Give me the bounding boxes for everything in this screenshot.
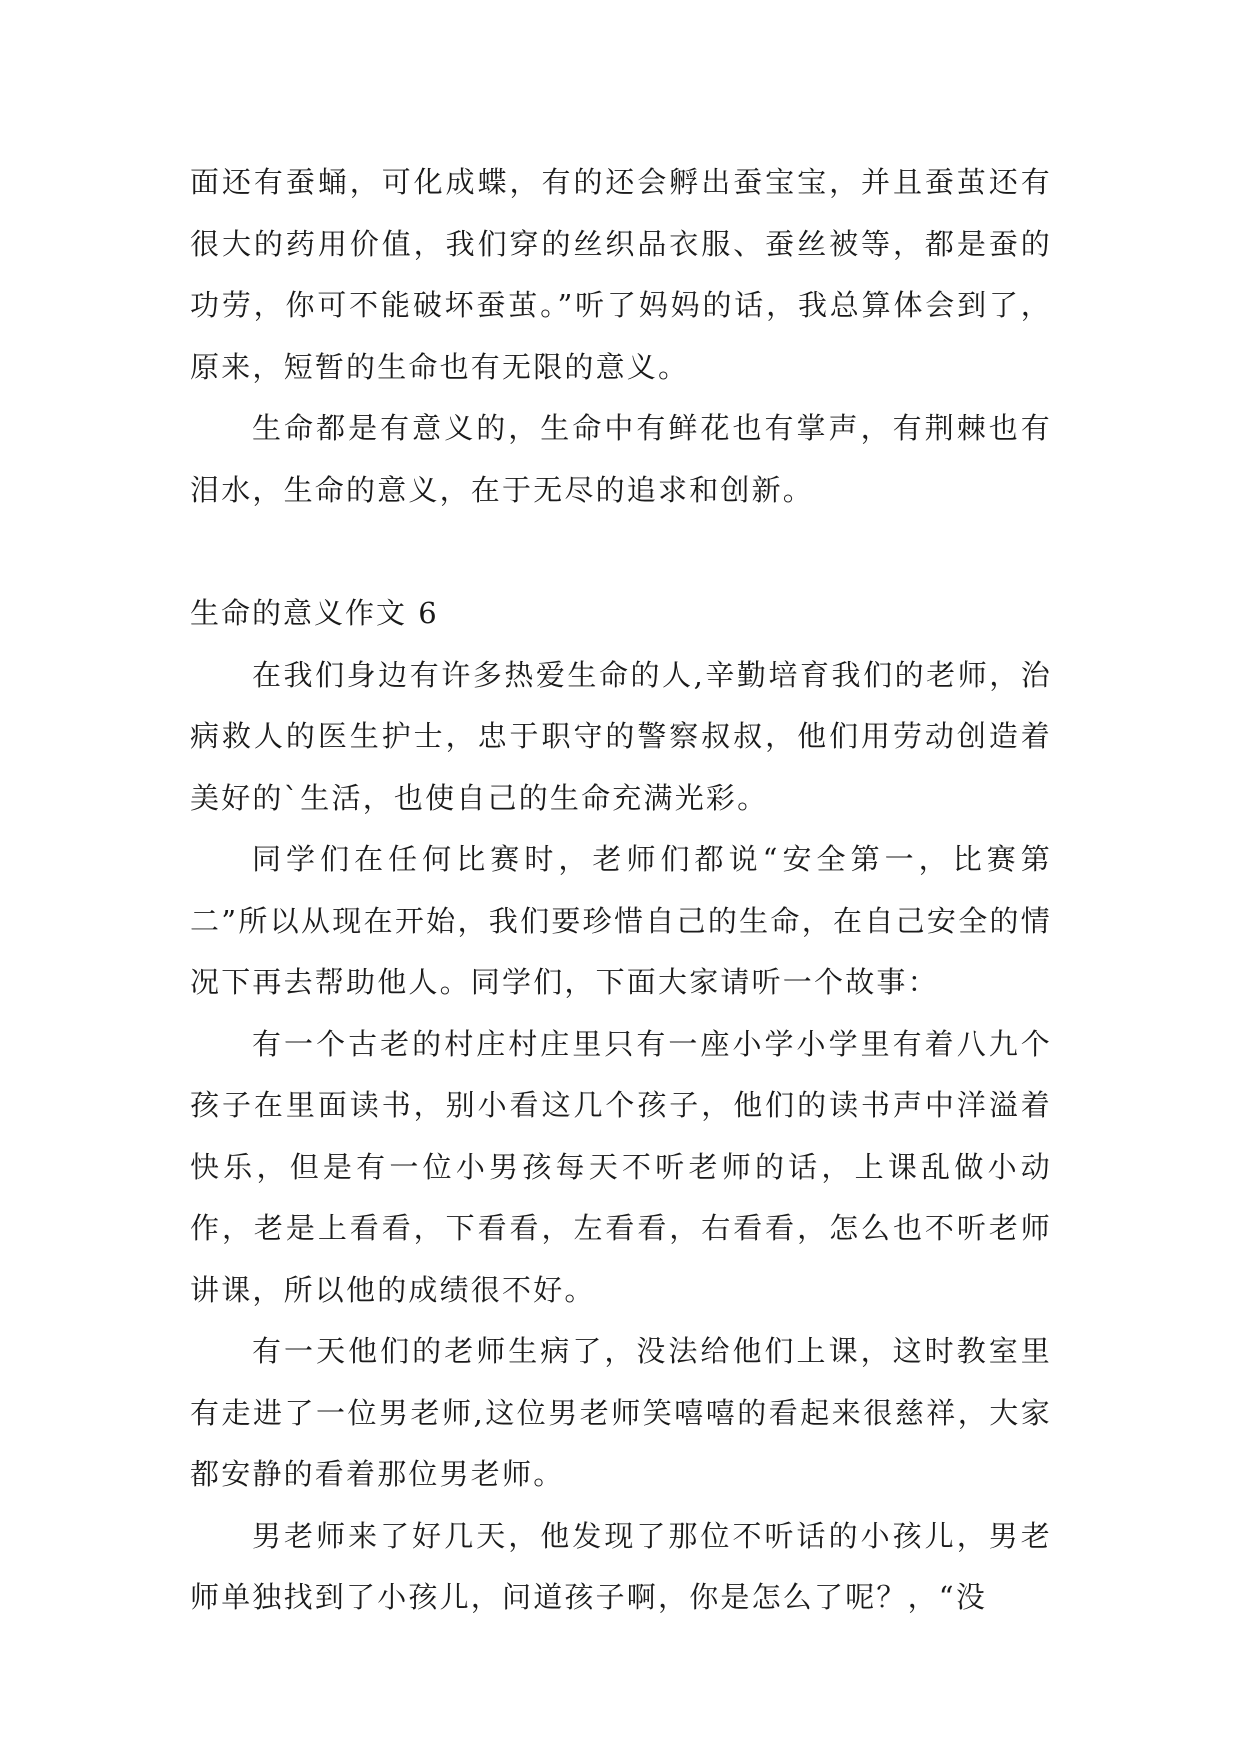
paragraph-village-school: 有一个古老的村庄村庄里只有一座小学小学里有着八九个孩子在里面读书，别小看这几个孩子，他们的读书声中洋溢着快乐，但是有一位小男孩每天不听老师的话，上课乱做小动作，老是上看看，下看看，左看看，右看看，怎么也不听老师讲课，所以他的成绩很不好。 (190, 1026, 1052, 1307)
paragraph-people-around-us: 在我们身边有许多热爱生命的人,辛勤培育我们的老师，治病救人的医生护士，忠于职守的警察叔叔，他们用劳动创造着美好的`生活，也使自己的生命充满光彩。 (190, 657, 1052, 815)
document-body (190, 152, 1052, 1629)
paragraph-meaning-of-life: 生命都是有意义的，生命中有鲜花也有掌声，有荆棘也有泪水，生命的意义，在于无尽的追求和创新。 (190, 411, 1052, 507)
paragraph-teacher-finds-boy: 男老师来了好几天，他发现了那位不听话的小孩儿，男老师单独找到了小孩儿，问道孩子啊，你是怎么了呢？，“没 (190, 1518, 1052, 1614)
paragraph-new-teacher: 有一天他们的老师生病了，没法给他们上课，这时教室里有走进了一位男老师,这位男老师笑嘻嘻的看起来很慈祥，大家都安静的看着那位男老师。 (190, 1334, 1052, 1491)
paragraph-continuation: 面还有蚕蛹，可化成蝶，有的还会孵出蚕宝宝，并且蚕茧还有很大的药用价值，我们穿的丝织品衣服、蚕丝被等，都是蚕的功劳，你可不能破坏蚕茧。”听了妈妈的话，我总算体会到了，原来，短暂的生命也有无限的意义。 (190, 165, 1052, 384)
section-title: 生命的意义作文 6 (190, 596, 439, 630)
paragraph-safety-first: 同学们在任何比赛时，老师们都说“安全第一，比赛第二”所以从现在开始，我们要珍惜自己的生命，在自己安全的情况下再去帮助他人。同学们，下面大家请听一个故事： (190, 842, 1052, 999)
